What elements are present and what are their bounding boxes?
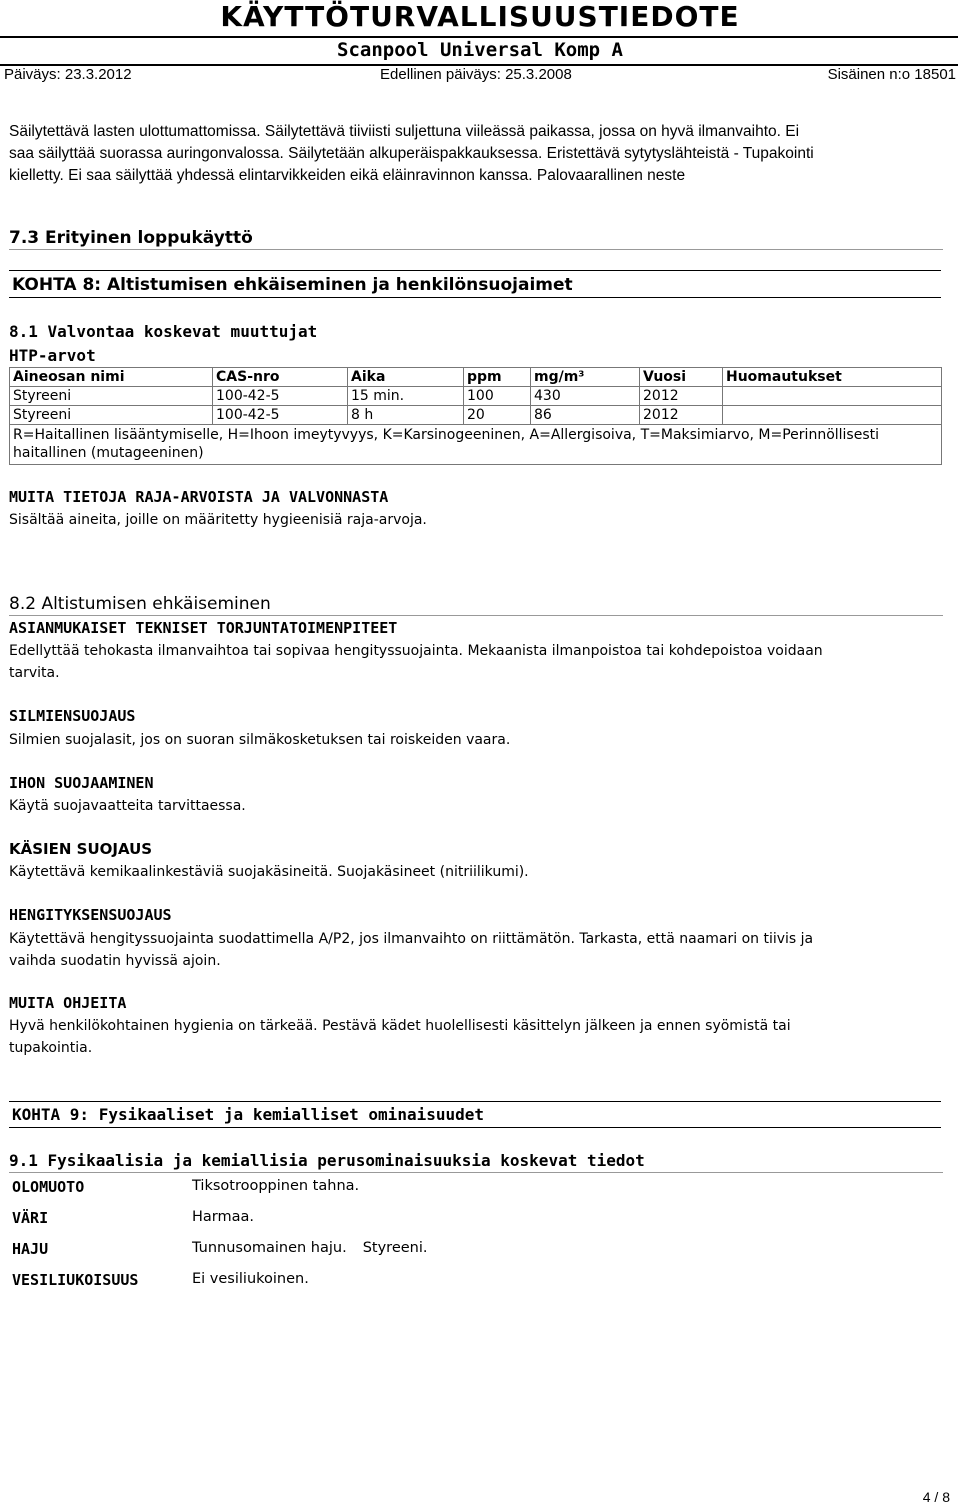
section-8-2-title: 8.2 Altistumisen ehkäiseminen [9, 594, 271, 614]
table-note-row [10, 425, 942, 465]
text-line: vaihda suodatin hyvissä ajoin. [9, 953, 221, 969]
divider [9, 1101, 941, 1102]
respiratory-protection-title: HENGITYKSENSUOJAUS [9, 906, 172, 924]
storage-line: kielletty. Ei saa säilyttää yhdessä elintarvikkeiden eikä eläinravinnon kanssa. Palovaarallinen neste [9, 167, 686, 184]
storage-text [9, 121, 814, 187]
divider [9, 270, 941, 271]
storage-line: Säilytettävä lasten ulottumattomissa. Säilytettävä tiiviisti suljettuna viileässä paikassa, jossa on hyvä ilmanvaihto. Ei [9, 123, 800, 140]
property-value-text: Tiksotrooppinen tahna. [192, 1178, 360, 1194]
divider [9, 1172, 943, 1173]
section-7-3-title: 7.3 Erityinen loppukäyttö [9, 228, 253, 248]
text-line: tarvita. [9, 665, 60, 681]
property-key: OLOMUOTO [12, 1178, 85, 1196]
eye-protection-text: Silmien suojalasit, jos on suoran silmäkosketuksen tai roiskeiden vaara. [9, 732, 511, 748]
property-row [12, 1178, 428, 1209]
col-header: ppm [464, 368, 531, 387]
table-row [10, 406, 942, 425]
internal-number: Sisäinen n:o 18501 [827, 66, 956, 83]
section-9-1-title: 9.1 Fysikaalisia ja kemiallisia perusominaisuuksia koskevat tiedot [9, 1151, 645, 1170]
table-cell: 2012 [640, 406, 723, 425]
divider [9, 1127, 941, 1128]
divider [9, 297, 941, 298]
property-row [12, 1271, 428, 1302]
table-cell: 100-42-5 [213, 387, 348, 406]
htp-title: HTP-arvot [9, 346, 96, 365]
property-value-extra: Styreeni. [362, 1240, 428, 1256]
property-value-text: Harmaa. [192, 1209, 255, 1225]
table-cell: 15 min. [348, 387, 464, 406]
table-cell: 8 h [348, 406, 464, 425]
col-header: mg/m³ [531, 368, 640, 387]
other-limits-title: MUITA TIETOJA RAJA-ARVOISTA JA VALVONNASTA [9, 488, 389, 506]
property-key: VESILIUKOISUUS [12, 1271, 139, 1289]
table-cell [723, 406, 942, 425]
divider [9, 615, 943, 616]
table-cell: Styreeni [10, 387, 213, 406]
issue-date: Päiväys: 23.3.2012 [4, 66, 132, 83]
table-cell: 2012 [640, 387, 723, 406]
property-value [192, 1209, 254, 1240]
tech-measures-text [9, 640, 823, 684]
property-value-text: Tunnusomainen haju. [192, 1240, 347, 1256]
divider [9, 249, 943, 250]
previous-date: Edellinen päiväys: 25.3.2008 [380, 66, 572, 83]
text-line: Edellyttää tehokasta ilmanvaihtoa tai sopivaa hengityssuojainta. Mekaanista ilmanpoistoa tai kohdepoistoa voidaan [9, 643, 823, 659]
property-value [192, 1271, 309, 1302]
table-cell: 100-42-5 [213, 406, 348, 425]
table-cell: 20 [464, 406, 531, 425]
document-title: KÄYTTÖTURVALLISUUSTIEDOTE [220, 0, 740, 33]
property-key: VÄRI [12, 1209, 49, 1227]
properties-list [12, 1178, 428, 1302]
tech-measures-title: ASIANMUKAISET TEKNISET TORJUNTATOIMENPITEET [9, 619, 398, 637]
table-cell [723, 387, 942, 406]
skin-protection-title: IHON SUOJAAMINEN [9, 774, 154, 792]
hand-protection-title: KÄSIEN SUOJAUS [9, 840, 153, 858]
misc-instructions-title: MUITA OHJEITA [9, 994, 127, 1012]
col-header: Huomautukset [723, 368, 942, 387]
text-line: Käytettävä hengityssuojainta suodattimella A/P2, jos ilmanvaihto on riittämätön. Tarkasta, että naamari on tiivis ja [9, 931, 814, 947]
text-line: tupakointia. [9, 1040, 93, 1056]
table-cell: 100 [464, 387, 531, 406]
htp-table [9, 367, 942, 465]
table-row [10, 387, 942, 406]
table-cell: Styreeni [10, 406, 213, 425]
hand-protection-text: Käytettävä kemikaalinkestäviä suojakäsineitä. Suojakäsineet (nitriilikumi). [9, 864, 529, 880]
property-value [192, 1240, 428, 1271]
misc-instructions-text [9, 1015, 791, 1059]
property-value [192, 1178, 359, 1209]
skin-protection-text: Käytä suojavaatteita tarvittaessa. [9, 798, 246, 814]
eye-protection-title: SILMIENSUOJAUS [9, 707, 136, 725]
col-header: Aineosan nimi [10, 368, 213, 387]
table-cell: 430 [531, 387, 640, 406]
product-name: Scanpool Universal Komp A [337, 39, 623, 61]
property-key: HAJU [12, 1240, 49, 1258]
property-row [12, 1240, 428, 1271]
section-9-title: KOHTA 9: Fysikaaliset ja kemialliset ominaisuudet [12, 1105, 485, 1124]
section-8-title: KOHTA 8: Altistumisen ehkäiseminen ja henkilönsuojaimet [12, 275, 573, 295]
property-value-text: Ei vesiliukoinen. [192, 1271, 309, 1287]
table-cell: 86 [531, 406, 640, 425]
col-header: Vuosi [640, 368, 723, 387]
table-header-row [10, 368, 942, 387]
section-8-1-title: 8.1 Valvontaa koskevat muuttujat [9, 322, 318, 341]
table-note: R=Haitallinen lisääntymiselle, H=Ihoon imeytyvyys, K=Karsinogeeninen, A=Allergisoiva, T=Maksimiarvo, M=Perinnöllisesti haitallinen (mutageeninen) [10, 425, 942, 465]
other-limits-text: Sisältää aineita, joille on määritetty hygieenisiä raja-arvoja. [9, 512, 427, 528]
storage-line: saa säilyttää suorassa auringonvalossa. Säilytetään alkuperäispakkauksessa. Eristettävä sytytyslähteistä - Tupakointi [9, 145, 814, 162]
col-header: CAS-nro [213, 368, 348, 387]
page-number: 4 / 8 [922, 1489, 950, 1505]
property-row [12, 1209, 428, 1240]
respiratory-protection-text [9, 928, 813, 972]
col-header: Aika [348, 368, 464, 387]
text-line: Hyvä henkilökohtainen hygienia on tärkeää. Pestävä kädet huolellisesti käsittelyn jälkeen ja ennen syömistä tai [9, 1018, 791, 1034]
